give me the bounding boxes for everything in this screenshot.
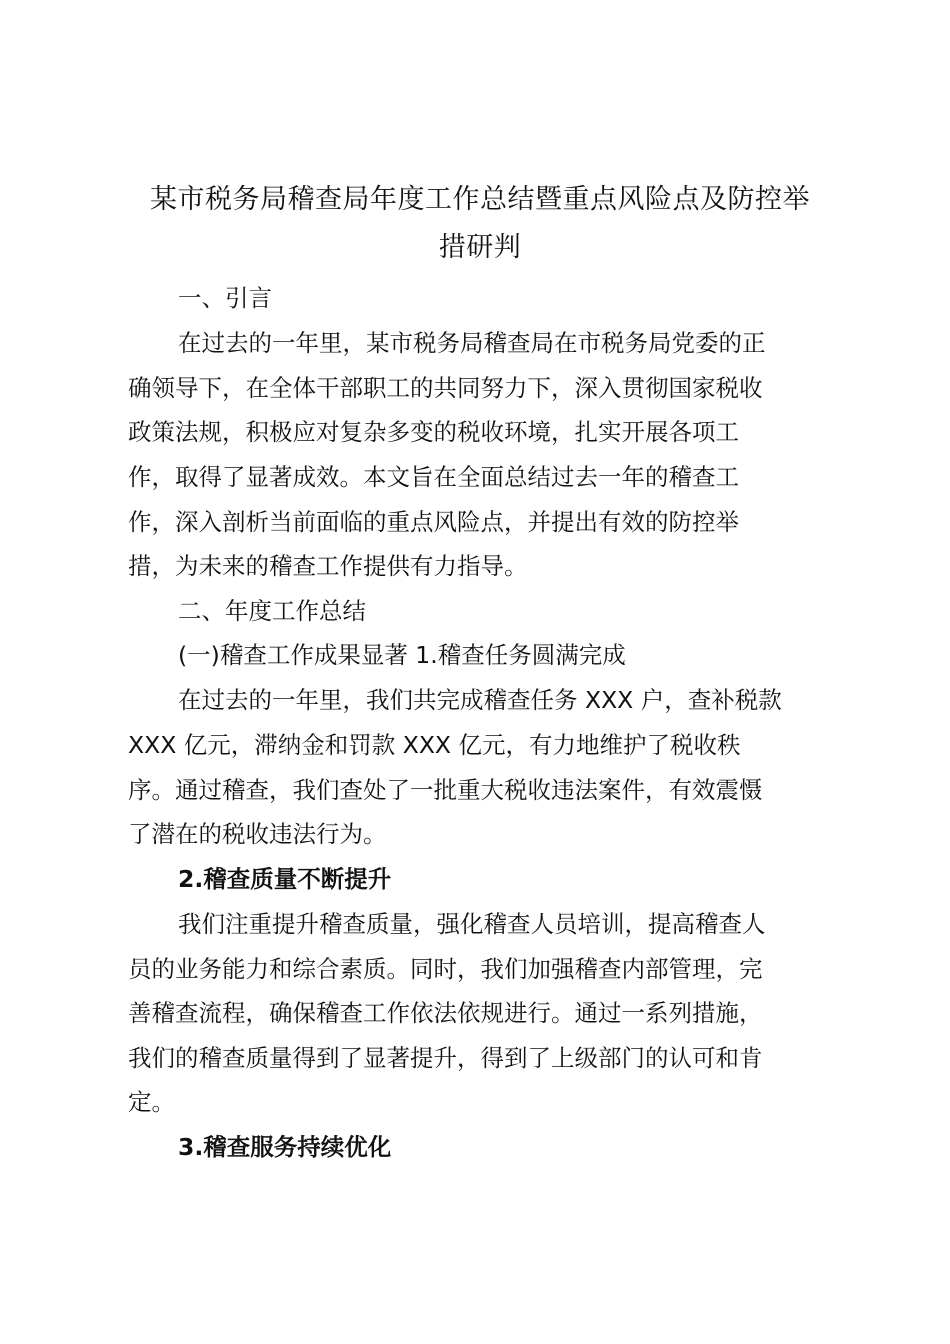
- paragraph-line: 措，为未来的稽查工作提供有力指导。: [128, 552, 528, 580]
- subsection-heading: (一)稽查工作成果显著 1.稽查任务圆满完成: [178, 641, 626, 669]
- subsection-heading-service: 3.稽查服务持续优化: [178, 1133, 392, 1161]
- document-title-line-2: 措研判: [438, 232, 522, 263]
- paragraph-line: 员的业务能力和综合素质。同时，我们加强稽查内部管理，完: [128, 955, 763, 983]
- paragraph-line: XXX 亿元，滞纳金和罚款 XXX 亿元，有力地维护了税收秩: [128, 731, 741, 759]
- paragraph-line: 确领导下，在全体干部职工的共同努力下，深入贯彻国家税收: [128, 374, 763, 402]
- subsection-heading-quality: 2.稽查质量不断提升: [178, 865, 392, 893]
- section-heading-annual-summary: 二、年度工作总结: [178, 597, 366, 625]
- paragraph-line: 在过去的一年里，某市税务局稽查局在市税务局党委的正: [178, 329, 766, 357]
- paragraph-line: 作，深入剖析当前面临的重点风险点，并提出有效的防控举: [128, 508, 739, 536]
- paragraph-line: 善稽查流程，确保稽查工作依法依规进行。通过一系列措施，: [128, 999, 763, 1027]
- paragraph-line: 定。: [128, 1088, 175, 1116]
- paragraph-line: 我们注重提升稽查质量，强化稽查人员培训，提高稽查人: [178, 910, 766, 938]
- paragraph-line: 作，取得了显著成效。本文旨在全面总结过去一年的稽查工: [128, 463, 739, 491]
- paragraph-line: 在过去的一年里，我们共完成稽查任务 XXX 户，查补税款: [178, 686, 782, 714]
- section-heading-introduction: 一、引言: [178, 284, 272, 312]
- paragraph-line: 了潜在的税收违法行为。: [128, 820, 387, 848]
- document-title-line-1: 某市税务局稽查局年度工作总结暨重点风险点及防控举: [150, 184, 810, 215]
- paragraph-line: 政策法规，积极应对复杂多变的税收环境，扎实开展各项工: [128, 418, 739, 446]
- paragraph-line: 我们的稽查质量得到了显著提升，得到了上级部门的认可和肯: [128, 1044, 763, 1072]
- paragraph-line: 序。通过稽查，我们查处了一批重大税收违法案件，有效震慑: [128, 776, 763, 804]
